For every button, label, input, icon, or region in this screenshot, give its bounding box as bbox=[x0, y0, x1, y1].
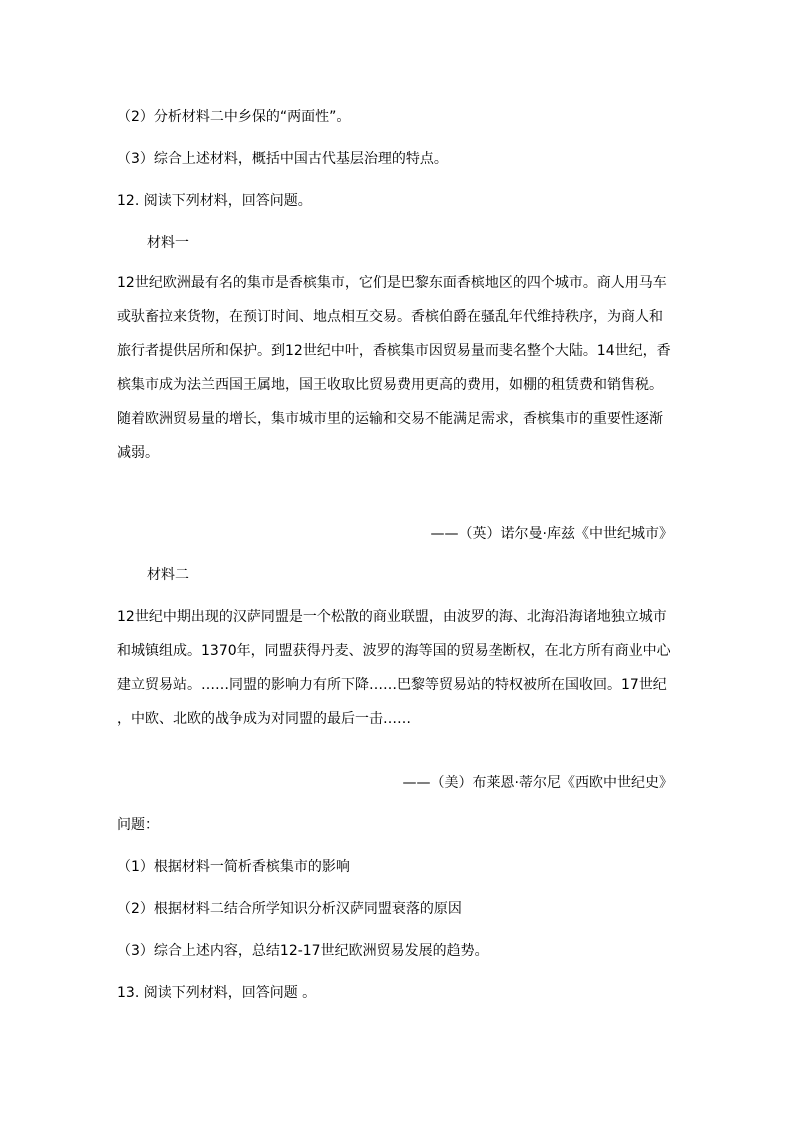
material-1-label: 材料一 bbox=[147, 235, 189, 251]
material-1-line: 随着欧洲贸易量的增长，集市城市里的运输和交易不能满足需求，香槟集市的重要性逐渐 bbox=[117, 411, 663, 427]
questions-label: 问题： bbox=[117, 817, 159, 833]
material-1-line: 或驮畜拉来货物，在预订时间、地点相互交易。香槟伯爵在骚乱年代维持秩序，为商人和 bbox=[117, 309, 663, 325]
material-2-line: 建立贸易站。……同盟的影响力有所下降……巴黎等贸易站的特权被所在国收回。17世纪 bbox=[117, 677, 667, 693]
question-2: （2）根据材料二结合所学知识分析汉萨同盟衰落的原因 bbox=[117, 901, 462, 917]
material-1-line: 旅行者提供居所和保护。到12世纪中叶，香槟集市因贸易量而斐名整个大陆。14世纪，香 bbox=[117, 343, 671, 359]
q11-subquestion-2: （2）分析材料二中乡保的“两面性”。 bbox=[117, 109, 351, 125]
material-1-line: 槟集市成为法兰西国王属地，国王收取比贸易费用更高的费用，如棚的租赁费和销售税。 bbox=[117, 377, 663, 393]
material-1-source: ——（英）诺尔曼·库兹《中世纪城市》 bbox=[430, 526, 673, 542]
question-3: （3）综合上述内容，总结12-17世纪欧洲贸易发展的趋势。 bbox=[117, 943, 489, 959]
material-2-text bbox=[117, 600, 673, 736]
material-1-text bbox=[117, 266, 673, 470]
question-1: （1）根据材料一简析香槟集市的影响 bbox=[117, 859, 350, 875]
q11-subquestion-3: （3）综合上述材料，概括中国古代基层治理的特点。 bbox=[117, 151, 448, 167]
material-2-source: ——（美）布莱恩·蒂尔尼《西欧中世纪史》 bbox=[402, 775, 673, 791]
material-2-line: 和城镇组成。1370年，同盟获得丹麦、波罗的海等国的贸易垄断权，在北方所有商业中心 bbox=[117, 643, 671, 659]
q13-heading: 13. 阅读下列材料，回答问题 。 bbox=[117, 985, 317, 1001]
material-2-line: ，中欧、北欧的战争成为对同盟的最后一击…… bbox=[117, 711, 411, 727]
q12-heading: 12. 阅读下列材料，回答问题。 bbox=[117, 193, 312, 209]
material-2-label: 材料二 bbox=[147, 567, 189, 583]
material-1-line: 12世纪欧洲最有名的集市是香槟集市，它们是巴黎东面香槟地区的四个城市。商人用马车 bbox=[117, 275, 667, 291]
material-2-line: 12世纪中期出现的汉萨同盟是一个松散的商业联盟，由波罗的海、北海沿海诸地独立城市 bbox=[117, 609, 667, 625]
material-1-line: 减弱。 bbox=[117, 445, 159, 461]
